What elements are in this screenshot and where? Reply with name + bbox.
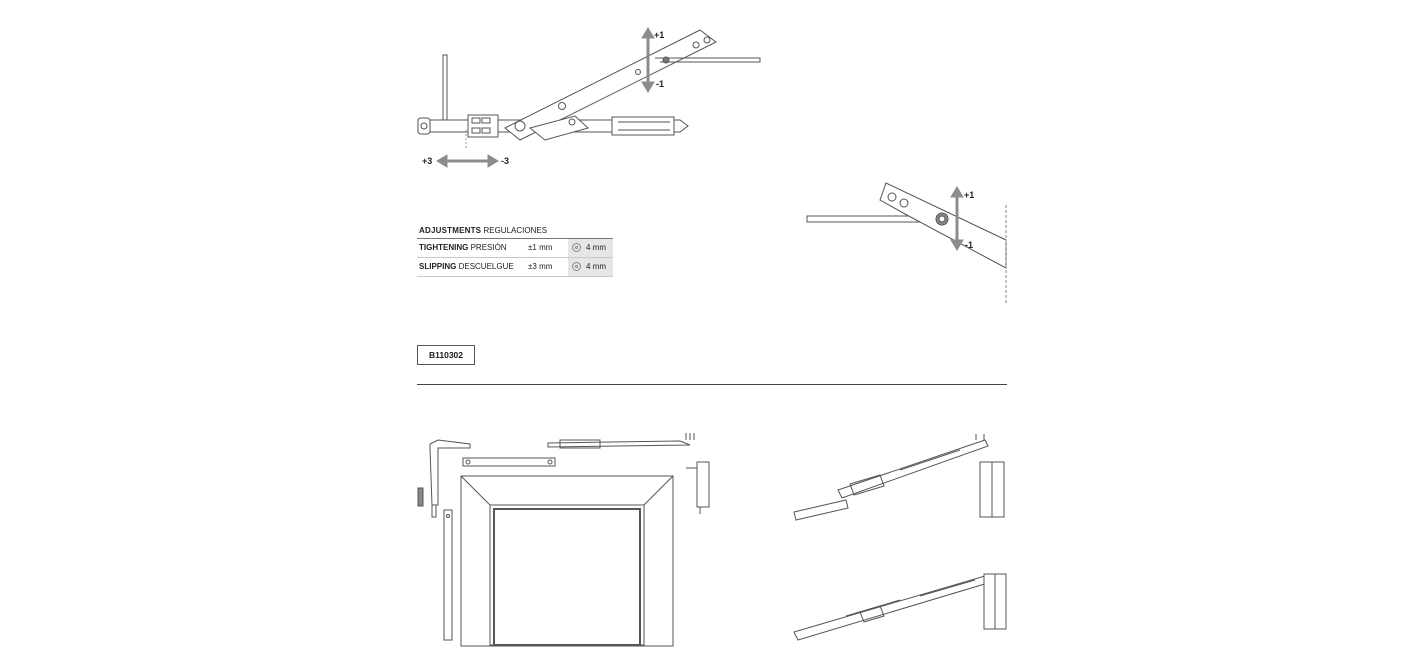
adjustment-tool-size: 4 mm [586,243,606,252]
adjustment-name-bold: SLIPPING [419,262,457,271]
horizontal-plus-label: +3 [422,156,433,166]
vertical-minus-label: -1 [656,79,665,89]
adjustment-name-rest: PRESIÓN [470,243,507,252]
adjustments-title-bold: ADJUSTMENTS [419,226,482,235]
product-code-box: B110302 [417,345,475,365]
adjustments-title-rest: REGULACIONES [483,226,548,235]
adjustment-name-bold: TIGHTENING [419,243,469,252]
adjustment-range: ±3 mm [528,262,553,271]
side-plus-label: +1 [964,190,975,200]
side-minus-label: -1 [965,240,974,250]
horizontal-minus-label: -3 [501,156,510,166]
vertical-plus-label: +1 [654,30,665,40]
adjustment-range: ±1 mm [528,243,553,252]
adjustment-name-rest: DESCUELGUE [458,262,514,271]
adjustment-tool-size: 4 mm [586,262,606,271]
